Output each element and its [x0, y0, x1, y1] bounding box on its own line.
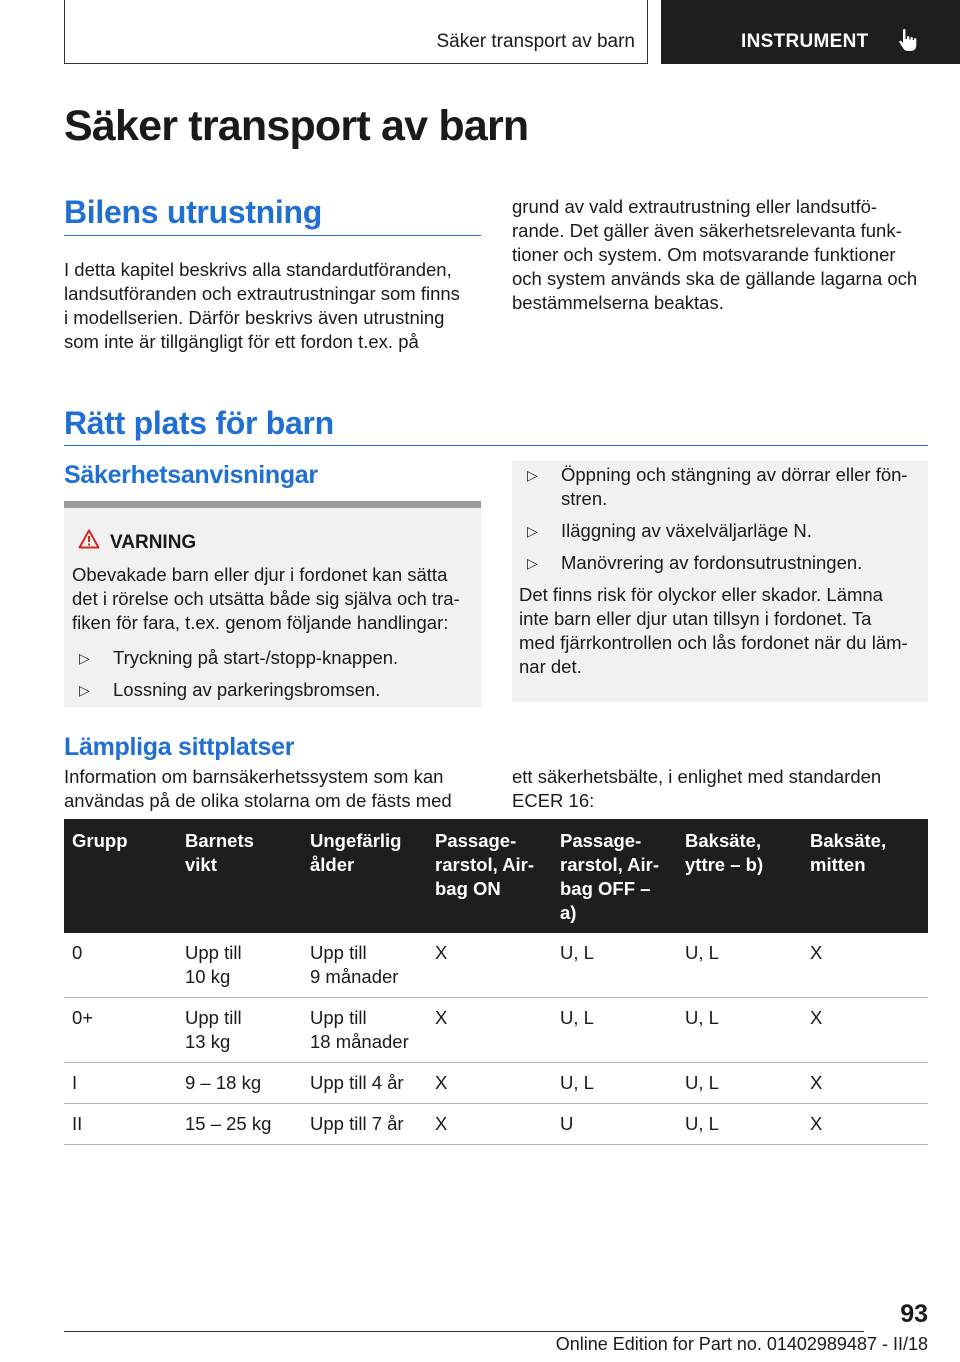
table-cell: U, L — [677, 1063, 802, 1104]
section-rule — [64, 235, 481, 236]
table-cell: U, L — [677, 998, 802, 1063]
table-row — [64, 1104, 928, 1145]
bilens-text-left: I detta kapitel beskrivs alla standardutföranden, landsutföranden och extrautrustningar som finns i modellserien. Därför beskrivs även utrustning som inte är tillgängligt för ett fordon t.ex. på — [64, 259, 460, 352]
table-header-cell: Passage- rarstol, Air- bag ON — [427, 819, 552, 933]
page-title: Säker transport av barn — [64, 102, 529, 150]
header-section-tab — [661, 0, 960, 64]
warning-bar — [64, 501, 481, 508]
table-cell: Upp till 9 månader — [302, 933, 427, 998]
edition-text: Online Edition for Part no. 01402989487 - II/18 — [555, 1334, 928, 1354]
subsection-title-sakerhet: Säkerhetsanvisningar — [64, 461, 318, 489]
warning-box: VARNING Obevakade barn eller djur i fordonet kan sätta det i rörelse och utsätta både sig själva och tra- fiken för fara, t.ex. genom följande handlingar: ▷ Tryckning på start-/stopp-knappen. ▷ Lossning av parkeringsbromsen. — [64, 501, 481, 707]
table-body — [64, 933, 928, 1145]
table-cell: 0 — [64, 933, 177, 998]
warning-text: Obevakade barn eller djur i fordonet kan sätta det i rörelse och utsätta både sig själva och tra- fiken för fara, t.ex. genom följande handlingar: — [72, 564, 460, 633]
warning-label: VARNING — [110, 532, 197, 553]
table-cell: U, L — [552, 998, 677, 1063]
table-header-cell: Ungefärlig ålder — [302, 819, 427, 933]
header-chapter-title: Säker transport av barn — [436, 31, 635, 52]
bullet-triangle-icon: ▷ — [527, 555, 538, 571]
table-cell: U, L — [552, 933, 677, 998]
table-cell: U, L — [677, 933, 802, 998]
table-cell: 9 – 18 kg — [177, 1063, 302, 1104]
table-cell: X — [427, 933, 552, 998]
table-cell: II — [64, 1104, 177, 1145]
table-cell: Upp till 7 år — [302, 1104, 427, 1145]
footer-rule — [64, 1331, 864, 1332]
section-title-ratt-plats: Rätt plats för barn — [64, 405, 334, 441]
section-title-bilens: Bilens utrustning — [64, 194, 323, 230]
table-cell: Upp till 18 månader — [302, 998, 427, 1063]
bilens-text-right: grund av vald extrautrustning eller landsutfö- rande. Det gäller även säkerhetsrelevanta funk- tioner och system. Om motsvarande funktioner och system används ska de gällande lagarna och bestämmelserna beaktas. — [512, 196, 918, 313]
table-header-row — [64, 819, 928, 933]
lampliga-text-right: ett säkerhetsbälte, i enlighet med standarden ECER 16: — [512, 766, 882, 811]
table-row — [64, 933, 928, 998]
table-row — [64, 1063, 928, 1104]
pointing-hand-icon — [896, 27, 922, 53]
table-cell: U — [552, 1104, 677, 1145]
table-header-cell: Baksäte, yttre – b) — [677, 819, 802, 933]
table-header-cell: Barnets vikt — [177, 819, 302, 933]
table-cell: 0+ — [64, 998, 177, 1063]
table-cell: X — [802, 933, 928, 998]
seating-table — [64, 819, 928, 1145]
section-rule — [64, 445, 928, 446]
table-cell: X — [427, 1063, 552, 1104]
table-cell: Upp till 13 kg — [177, 998, 302, 1063]
bullet-triangle-icon: ▷ — [527, 523, 538, 539]
warning-box-continued: ▷ Öppning och stängning av dörrar eller fön- stren. ▷ Iläggning av växelväljarläge N. ▷ Manövrering av fordonsutrustningen. Det finns risk för olyckor eller skador. Lämna inte barn eller djur utan tillsyn i fordonet. Ta med fjärrkontrollen och lås fordonet när du läm- nar det. — [512, 461, 928, 702]
table-cell: X — [427, 1104, 552, 1145]
header-section-label: INSTRUMENT — [741, 31, 869, 52]
table-cell: U, L — [677, 1104, 802, 1145]
table-header-cell: Baksäte, mitten — [802, 819, 928, 933]
table-header-cell: Grupp — [64, 819, 177, 933]
table-cell: Upp till 4 år — [302, 1063, 427, 1104]
table-header-cell: Passage- rarstol, Air- bag OFF – a) — [552, 819, 677, 933]
table-cell: X — [802, 998, 928, 1063]
table-cell: X — [427, 998, 552, 1063]
lampliga-text-left: Information om barnsäkerhetssystem som kan användas på de olika stolarna om de fästs med — [64, 766, 452, 811]
bullet-triangle-icon: ▷ — [527, 467, 538, 483]
table-cell: X — [802, 1104, 928, 1145]
table-cell: U, L — [552, 1063, 677, 1104]
table-cell: 15 – 25 kg — [177, 1104, 302, 1145]
table-cell: Upp till 10 kg — [177, 933, 302, 998]
table-cell: X — [802, 1063, 928, 1104]
table-cell: I — [64, 1063, 177, 1104]
bullet-triangle-icon: ▷ — [79, 682, 90, 698]
header-chapter-box — [64, 0, 648, 64]
bullet-triangle-icon: ▷ — [79, 650, 90, 666]
warning-triangle-icon — [78, 529, 100, 549]
table-row — [64, 998, 928, 1063]
subsection-title-lampliga: Lämpliga sittplatser — [64, 733, 295, 761]
warning-closing-text: Det finns risk för olyckor eller skador. Lämna inte barn eller djur utan tillsyn i fordonet. Ta med fjärrkontrollen och lås fordonet när du läm- nar det. — [519, 584, 908, 677]
page-number: 93 — [900, 1300, 928, 1328]
